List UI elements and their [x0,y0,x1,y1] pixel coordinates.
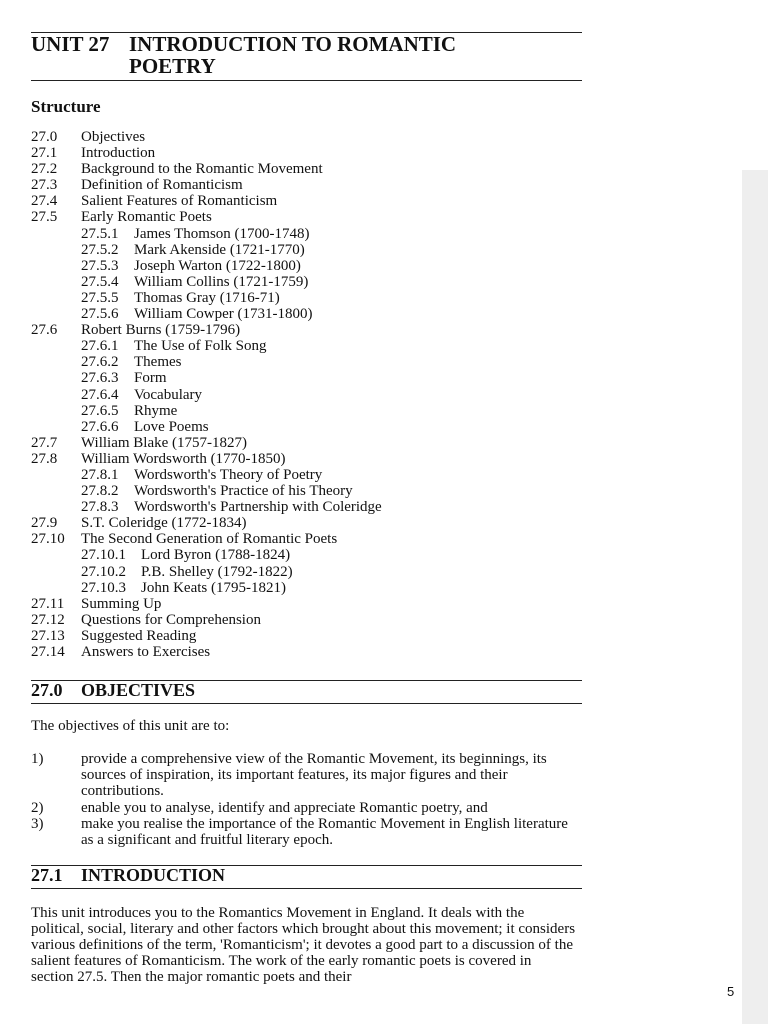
toc-number: 27.9 [31,515,58,532]
toc-title: P.B. Shelley (1792-1822) [141,563,293,580]
toc-title: Introduction [81,145,156,162]
toc-title: S.T. Coleridge (1772-1834) [81,515,247,532]
structure-heading: Structure [31,97,101,116]
toc-number: 27.6.2 [81,354,119,371]
toc-title: Objectives [81,129,146,145]
toc-title: Thomas Gray (1716-71) [134,289,280,306]
title-rule-bottom [31,80,582,81]
toc-number: 27.3 [31,177,58,194]
toc-title: Definition of Romanticism [81,177,243,194]
objectives-intro: The objectives of this unit are to: [31,718,230,734]
toc-number: 27.7 [31,434,58,451]
toc-title: Questions for Comprehension [81,611,261,628]
toc-title: John Keats (1795-1821) [141,579,286,596]
toc-title: Early Romantic Poets [81,209,212,226]
unit-title [31,32,457,78]
toc-number: 27.10 [31,531,65,548]
toc-title: Themes [134,354,182,371]
toc-title: Lord Byron (1788-1824) [141,547,291,564]
toc-number: 27.5.5 [81,289,119,306]
toc-number: 27.12 [31,611,65,628]
toc-number: 27.0 [31,129,58,145]
toc-title: Answers to Exercises [81,644,211,660]
objective-number: 1) [31,751,44,767]
toc-number: 27.4 [31,193,58,210]
introduction-number: 27.1 [31,865,63,885]
toc-title: William Wordsworth (1770-1850) [81,450,286,467]
toc-number: 27.1 [31,145,58,162]
objectives-number: 27.0 [31,680,63,700]
toc-number: 27.5.6 [81,306,119,323]
toc-title: The Second Generation of Romantic Poets [81,531,338,548]
toc-number: 27.2 [31,161,58,178]
unit-number: UNIT 27 [31,32,110,56]
toc-number: 27.10.2 [81,563,126,580]
toc-number: 27.8.3 [81,499,119,516]
objectives-rule-bottom [31,703,582,704]
toc-title: Vocabulary [134,386,203,403]
toc-title: William Cowper (1731-1800) [134,306,313,323]
toc-number: 27.10.3 [81,579,126,596]
introduction-rule-bottom [31,888,582,889]
toc-title: Robert Burns (1759-1796) [81,322,241,339]
toc-title: Summing Up [81,595,162,612]
objective-number: 2) [31,800,44,816]
toc-title: Love Poems [134,418,209,435]
toc-number: 27.5.2 [81,241,119,258]
toc-number: 27.5.1 [81,225,119,242]
toc-title: Suggested Reading [81,627,197,644]
unit-title-line2: POETRY [129,54,216,78]
introduction-heading [31,865,225,886]
toc-number: 27.11 [31,595,65,612]
toc-number: 27.5.4 [81,273,119,290]
objectives-heading [31,680,195,701]
toc-title: Background to the Romantic Movement [81,161,323,178]
toc-title: Wordsworth's Partnership with Coleridge [134,499,382,516]
toc-title: The Use of Folk Song [134,338,267,355]
toc-title: Mark Akenside (1721-1770) [134,241,305,258]
objective-text: enable you to analyse, identify and appreciate Romantic poetry, and [81,800,488,816]
toc-title: Joseph Warton (1722-1800) [134,257,301,274]
page-edge-shading [742,170,768,1024]
toc-title: Rhyme [134,402,178,419]
toc-number: 27.10.1 [81,547,126,564]
toc-title: Wordsworth's Theory of Poetry [134,466,323,483]
toc-number: 27.5 [31,209,58,226]
introduction-paragraph: This unit introduces you to the Romantics Movement in England. It deals with the political, social, literary and other factors which brought about this movement; it considers various definitions of the term, 'Romanticism'; it devotes a good part to a discussion of the salient features of Romanticism. The work of the early romantic poets is covered in section 27.5. Then the major romantic poets and their [31,905,576,985]
toc-number: 27.6 [31,322,58,339]
toc-number: 27.6.1 [81,338,119,355]
toc-title: Form [134,370,167,387]
objective-text: provide a comprehensive view of the Romantic Movement, its beginnings, its sources of inspiration, its important features, its major figures and their contributions. [81,751,547,799]
toc-number: 27.6.6 [81,418,119,435]
toc-number: 27.13 [31,627,65,644]
toc-title: William Collins (1721-1759) [134,273,309,290]
page-number: 5 [727,984,735,999]
toc-number: 27.8 [31,450,58,467]
introduction-title: INTRODUCTION [81,865,226,885]
objectives-title: OBJECTIVES [81,680,196,700]
toc-number: 27.14 [31,644,65,660]
toc-number: 27.8.1 [81,466,119,483]
toc-number: 27.8.2 [81,483,119,500]
unit-title-line1: INTRODUCTION TO ROMANTIC [129,32,457,56]
toc-title: Wordsworth's Practice of his Theory [134,483,353,500]
toc-number: 27.5.3 [81,257,119,274]
objective-text: make you realise the importance of the Romantic Movement in English literature as a significant and fruitful literary epoch. [81,816,568,848]
toc-title: Salient Features of Romanticism [81,193,278,210]
toc-number: 27.6.4 [81,386,119,403]
toc-number: 27.6.3 [81,370,119,387]
toc-title: James Thomson (1700-1748) [134,225,310,242]
objective-number: 3) [31,816,44,832]
toc-title: William Blake (1757-1827) [81,434,248,451]
toc-number: 27.6.5 [81,402,119,419]
